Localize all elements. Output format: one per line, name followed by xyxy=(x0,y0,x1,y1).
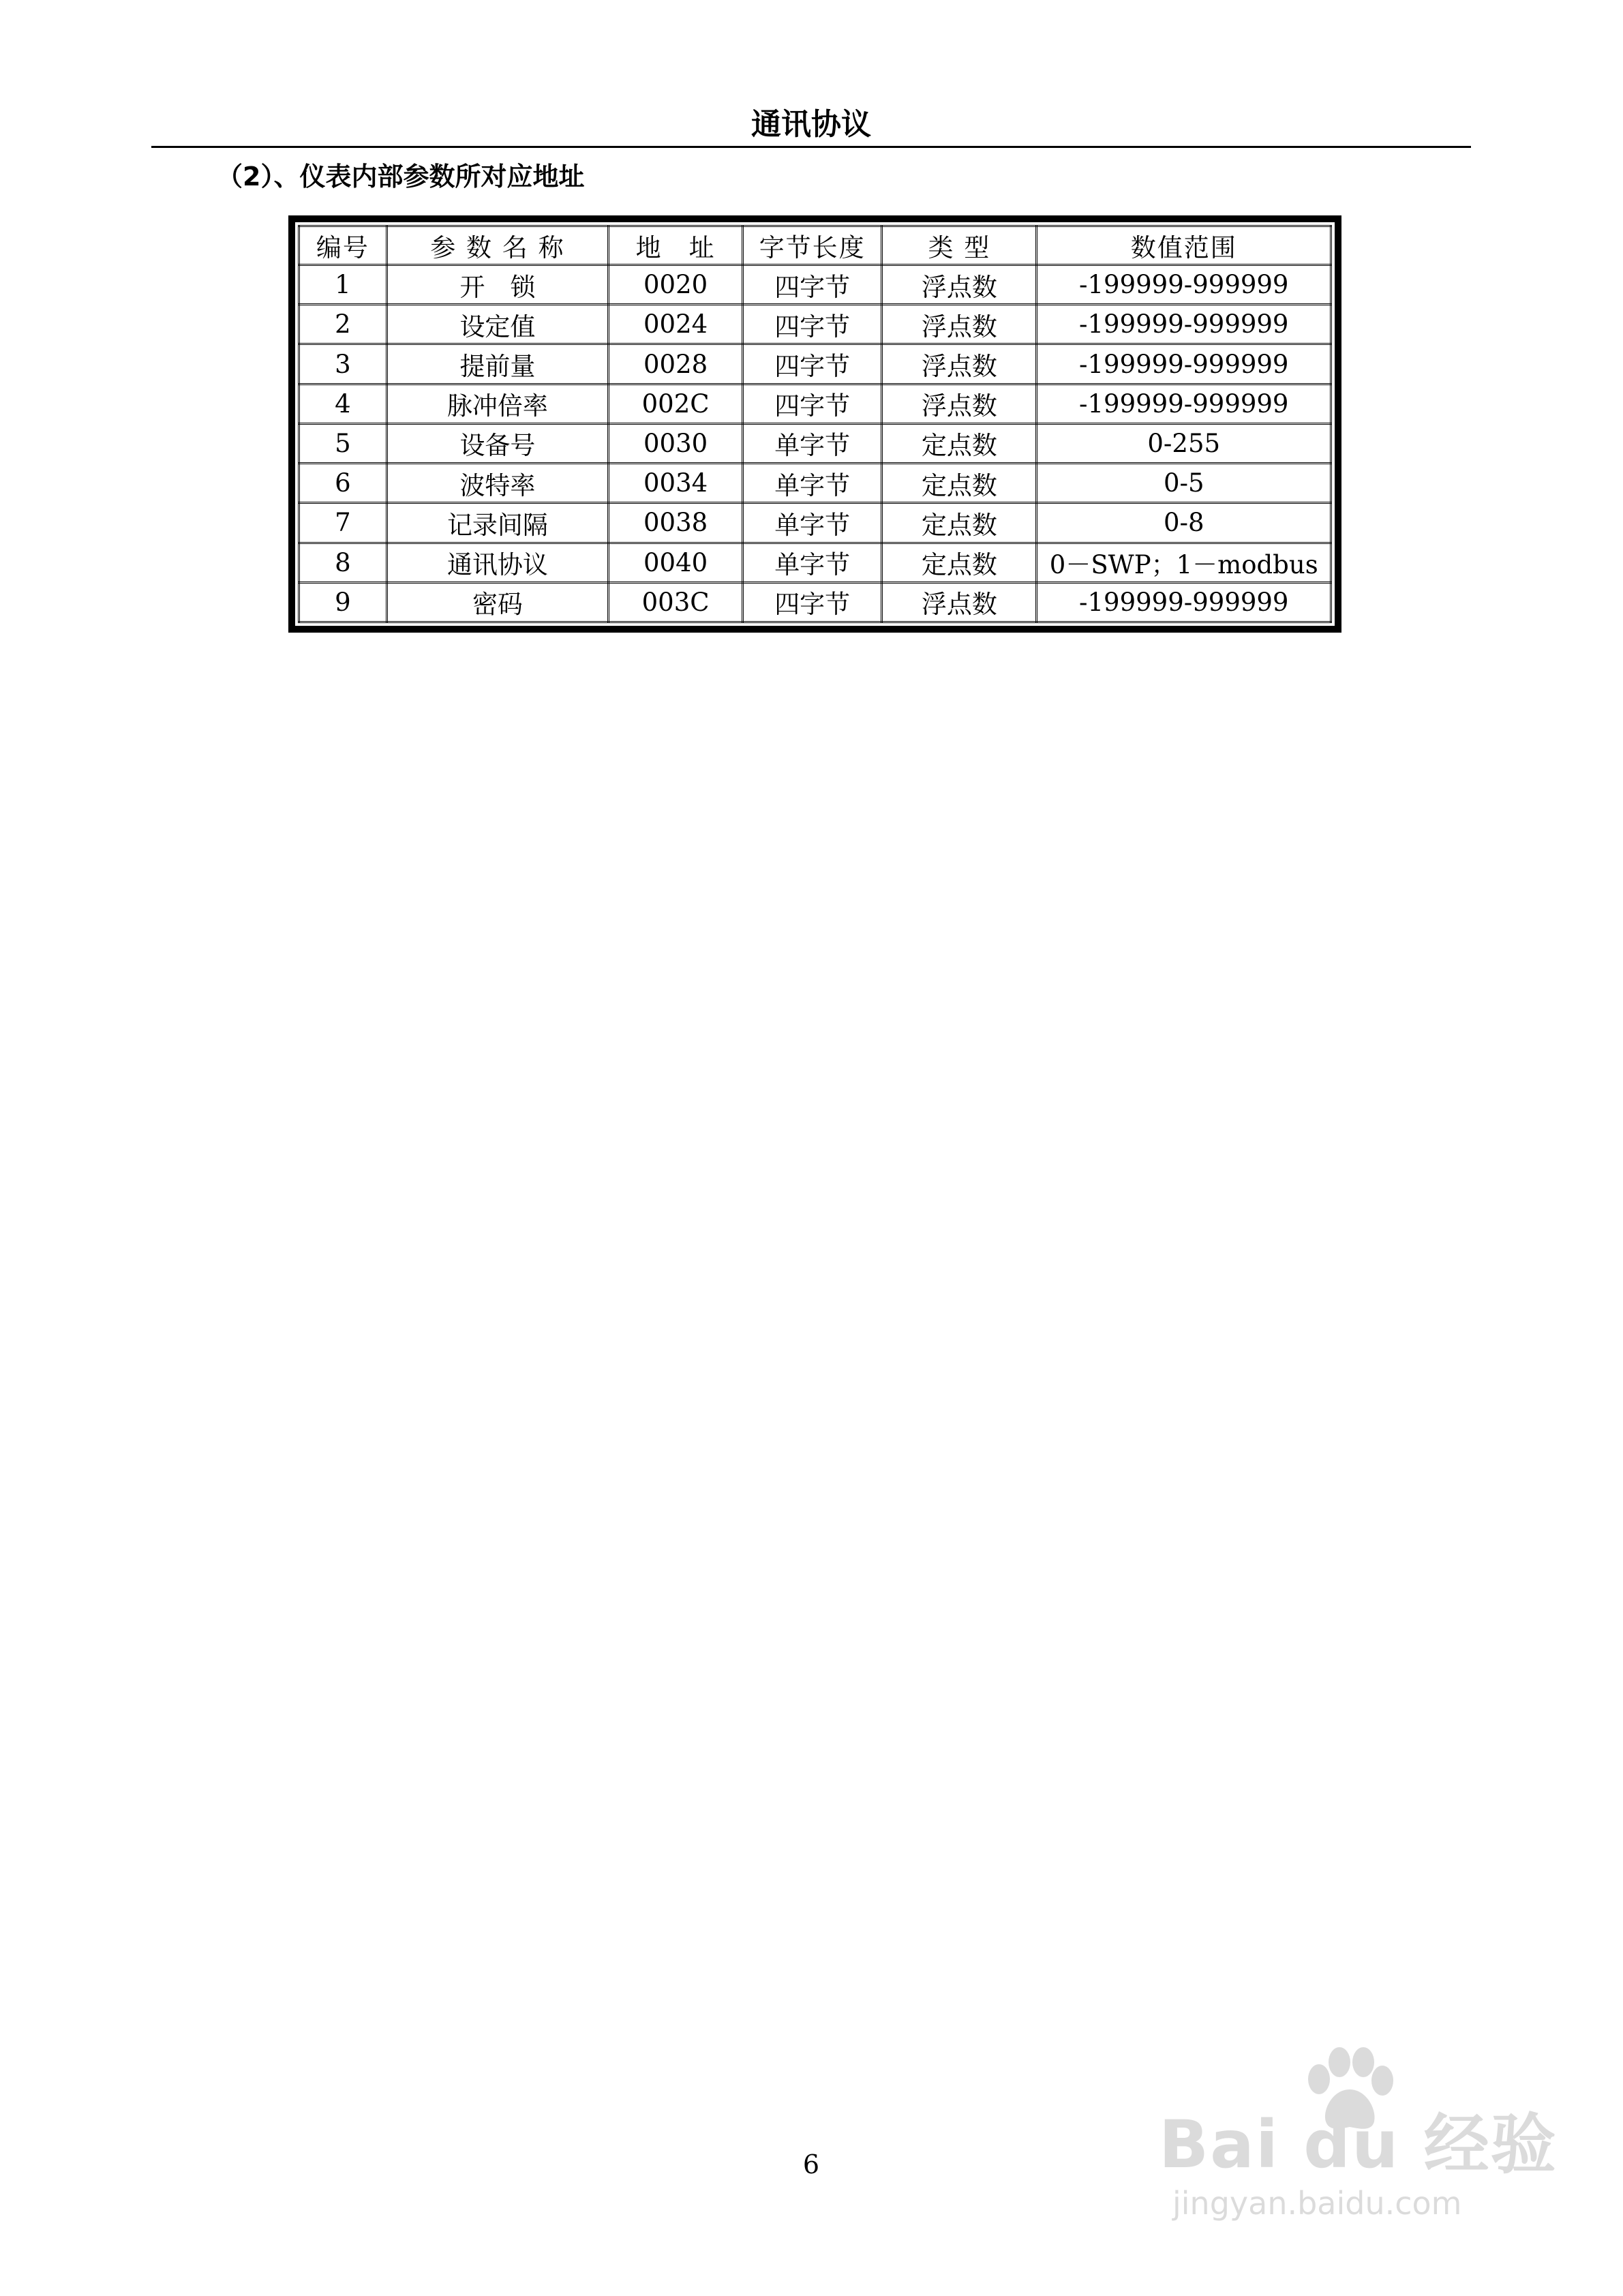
cell-number: 6 xyxy=(299,464,387,503)
cell-address: 0040 xyxy=(609,543,743,582)
cell-address: 002C xyxy=(609,384,743,423)
cell-value-range: -199999-999999 xyxy=(1037,305,1331,344)
cell-address: 0024 xyxy=(609,305,743,344)
cell-number: 2 xyxy=(299,305,387,344)
section-heading: （2）、仪表内部参数所对应地址 xyxy=(217,162,585,192)
table-row xyxy=(299,384,1331,423)
cell-value-range: 0－SWP；1－modbus xyxy=(1037,543,1331,582)
cell-parameter-name: 开 锁 xyxy=(386,265,609,305)
cell-value-range: -199999-999999 xyxy=(1037,265,1331,305)
cell-parameter-name: 设备号 xyxy=(386,423,609,463)
cell-byte-length: 四字节 xyxy=(743,582,882,622)
column-header-value-range: 数值范围 xyxy=(1037,226,1331,265)
column-header-address: 地 址 xyxy=(609,226,743,265)
column-header-parameter-name: 参 数 名 称 xyxy=(386,226,609,265)
cell-parameter-name: 记录间隔 xyxy=(386,503,609,543)
cell-byte-length: 单字节 xyxy=(743,464,882,503)
table-row xyxy=(299,305,1331,344)
cell-address: 0034 xyxy=(609,464,743,503)
table-row xyxy=(299,423,1331,463)
cell-number: 7 xyxy=(299,503,387,543)
cell-byte-length: 单字节 xyxy=(743,423,882,463)
cell-parameter-name: 脉冲倍率 xyxy=(386,384,609,423)
cell-value-range: 0-5 xyxy=(1037,464,1331,503)
cell-type: 浮点数 xyxy=(882,344,1037,384)
watermark-url: jingyan.baidu.com xyxy=(1172,2185,1462,2222)
page-number: 6 xyxy=(802,2149,820,2179)
cell-number: 1 xyxy=(299,265,387,305)
cell-parameter-name: 密码 xyxy=(386,582,609,622)
baidu-watermark xyxy=(1159,2045,1558,2222)
table-row xyxy=(299,265,1331,305)
table-row xyxy=(299,464,1331,503)
watermark-brand: Bai du 经验 xyxy=(1159,2106,1558,2183)
cell-byte-length: 四字节 xyxy=(743,384,882,423)
cell-type: 定点数 xyxy=(882,464,1037,503)
cell-parameter-name: 通讯协议 xyxy=(386,543,609,582)
cell-number: 5 xyxy=(299,423,387,463)
cell-value-range: -199999-999999 xyxy=(1037,344,1331,384)
cell-parameter-name: 提前量 xyxy=(386,344,609,384)
header-divider xyxy=(151,146,1471,148)
cell-type: 浮点数 xyxy=(882,384,1037,423)
page-header-title: 通讯协议 xyxy=(751,107,871,142)
cell-address: 0020 xyxy=(609,265,743,305)
parameter-table-frame xyxy=(288,215,1341,633)
table-row xyxy=(299,344,1331,384)
cell-byte-length: 四字节 xyxy=(743,344,882,384)
cell-type: 浮点数 xyxy=(882,305,1037,344)
cell-value-range: 0-255 xyxy=(1037,423,1331,463)
cell-value-range: -199999-999999 xyxy=(1037,384,1331,423)
cell-type: 浮点数 xyxy=(882,582,1037,622)
table-row xyxy=(299,503,1331,543)
cell-type: 浮点数 xyxy=(882,265,1037,305)
table-row xyxy=(299,543,1331,582)
column-header-type: 类 型 xyxy=(882,226,1037,265)
cell-byte-length: 单字节 xyxy=(743,503,882,543)
cell-address: 0028 xyxy=(609,344,743,384)
column-header-number: 编号 xyxy=(299,226,387,265)
cell-address: 003C xyxy=(609,582,743,622)
cell-number: 9 xyxy=(299,582,387,622)
cell-parameter-name: 波特率 xyxy=(386,464,609,503)
cell-byte-length: 单字节 xyxy=(743,543,882,582)
table-header-row xyxy=(299,226,1331,265)
cell-type: 定点数 xyxy=(882,423,1037,463)
cell-type: 定点数 xyxy=(882,543,1037,582)
parameter-address-table xyxy=(298,225,1332,623)
cell-number: 8 xyxy=(299,543,387,582)
cell-value-range: -199999-999999 xyxy=(1037,582,1331,622)
cell-address: 0038 xyxy=(609,503,743,543)
table-row xyxy=(299,582,1331,622)
cell-value-range: 0-8 xyxy=(1037,503,1331,543)
column-header-byte-length: 字节长度 xyxy=(743,226,882,265)
cell-address: 0030 xyxy=(609,423,743,463)
cell-parameter-name: 设定值 xyxy=(386,305,609,344)
cell-number: 3 xyxy=(299,344,387,384)
cell-byte-length: 四字节 xyxy=(743,305,882,344)
cell-number: 4 xyxy=(299,384,387,423)
cell-byte-length: 四字节 xyxy=(743,265,882,305)
cell-type: 定点数 xyxy=(882,503,1037,543)
